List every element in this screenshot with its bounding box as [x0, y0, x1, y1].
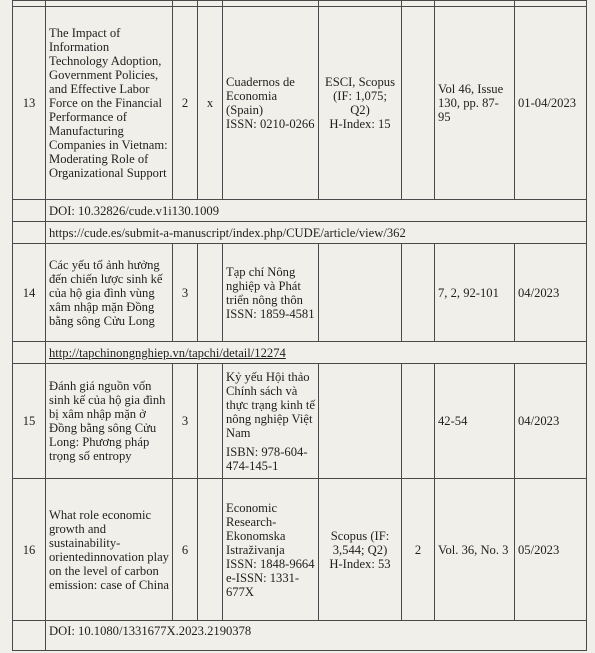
- citation-count: [402, 244, 435, 342]
- publish-date: 01-04/2023: [515, 7, 587, 200]
- index-cell: [319, 364, 402, 479]
- article-title: Các yếu tố ảnh hưởng đến chiến lược sinh kế của hộ gia đình vùng xâm nhập mặn Đồng bằng sông Cửu Long: [46, 244, 173, 342]
- row-number: 13: [13, 7, 46, 200]
- table-row-extra: [13, 621, 587, 651]
- publish-date: 05/2023: [515, 479, 587, 621]
- journal-name: Tạp chí Nông nghiệp và Phát triển nông thôn: [226, 264, 303, 307]
- journal-isbn: ISBN: 978-604-474-145-1: [226, 444, 308, 473]
- journal-cell: [223, 364, 319, 479]
- article-title: Đánh giá nguồn vốn sinh kế của hộ gia đình bị xâm nhập mặn ở Đồng bằng sông Cửu Long: Phương pháp trọng số entropy: [46, 364, 173, 479]
- publish-date: 04/2023: [515, 364, 587, 479]
- main-author-mark: [198, 244, 223, 342]
- article-url[interactable]: http://tapchinongnghiep.vn/tapchi/detail/12274: [46, 342, 587, 364]
- author-count: 2: [173, 7, 198, 200]
- index-cell: [319, 479, 402, 621]
- article-url[interactable]: https://cude.es/submit-a-manuscript/index.php/CUDE/article/view/362: [46, 222, 587, 244]
- table-row: [13, 479, 587, 621]
- volume-info: 7, 2, 92-101: [435, 244, 515, 342]
- journal-cell: [223, 244, 319, 342]
- volume-info: Vol. 36, No. 3: [435, 479, 515, 621]
- citation-count: [402, 364, 435, 479]
- main-author-mark: [198, 479, 223, 621]
- journal-name: Kỷ yếu Hội thảo Chính sách và thực trạng kinh tế nông nghiệp Việt Nam: [226, 369, 316, 440]
- journal-name: Cuadernos de Economia (Spain): [226, 75, 295, 117]
- author-count: 6: [173, 479, 198, 621]
- row-number: 15: [13, 364, 46, 479]
- journal-name: Economic Research-Ekonomska Istraživanja: [226, 500, 286, 557]
- index-info: Scopus (IF: 3,544; Q2): [330, 528, 390, 557]
- doi-text: DOI: 10.1080/1331677X.2023.2190378: [46, 621, 587, 651]
- journal-issn: ISSN: 1859-4581: [226, 306, 315, 321]
- h-index: H-Index: 15: [329, 117, 391, 131]
- citation-count: 2: [402, 479, 435, 621]
- doi-text: DOI: 10.32826/cude.v1i130.1009: [46, 200, 587, 222]
- journal-cell: [223, 7, 319, 200]
- author-count: 3: [173, 364, 198, 479]
- index-info: ESCI, Scopus (IF: 1,075; Q2): [325, 75, 395, 117]
- table-row: [13, 7, 587, 200]
- publication-table: [12, 0, 587, 651]
- h-index: H-Index: 53: [329, 556, 391, 571]
- main-author-mark: [198, 364, 223, 479]
- journal-issn: ISSN: 0210-0266: [226, 117, 315, 131]
- row-number: 16: [13, 479, 46, 621]
- citation-count: [402, 7, 435, 200]
- author-count: 3: [173, 244, 198, 342]
- index-cell: [319, 244, 402, 342]
- article-title: What role economic growth and sustainability-orientedinnovation play on the level of carbon emission: case of China: [46, 479, 173, 621]
- publish-date: 04/2023: [515, 244, 587, 342]
- table-row-extra: [13, 200, 587, 222]
- journal-issn: ISSN: 1848-9664: [226, 556, 315, 571]
- article-title: The Impact of Information Technology Adoption, Government Policies, and Effective Labor Force on the Financial Performance of Manufacturing Companies in Vietnam: Moderating Role of Organizational Support: [46, 7, 173, 200]
- table-row-extra: [13, 222, 587, 244]
- journal-cell: [223, 479, 319, 621]
- table-row: [13, 364, 587, 479]
- table-row-extra: [13, 342, 587, 364]
- volume-info: 42-54: [435, 364, 515, 479]
- index-cell: [319, 7, 402, 200]
- table-row: [13, 244, 587, 342]
- main-author-mark: x: [198, 7, 223, 200]
- journal-eissn: e-ISSN: 1331-677X: [226, 570, 300, 599]
- volume-info: Vol 46, Issue 130, pp. 87-95: [435, 7, 515, 200]
- row-number: 14: [13, 244, 46, 342]
